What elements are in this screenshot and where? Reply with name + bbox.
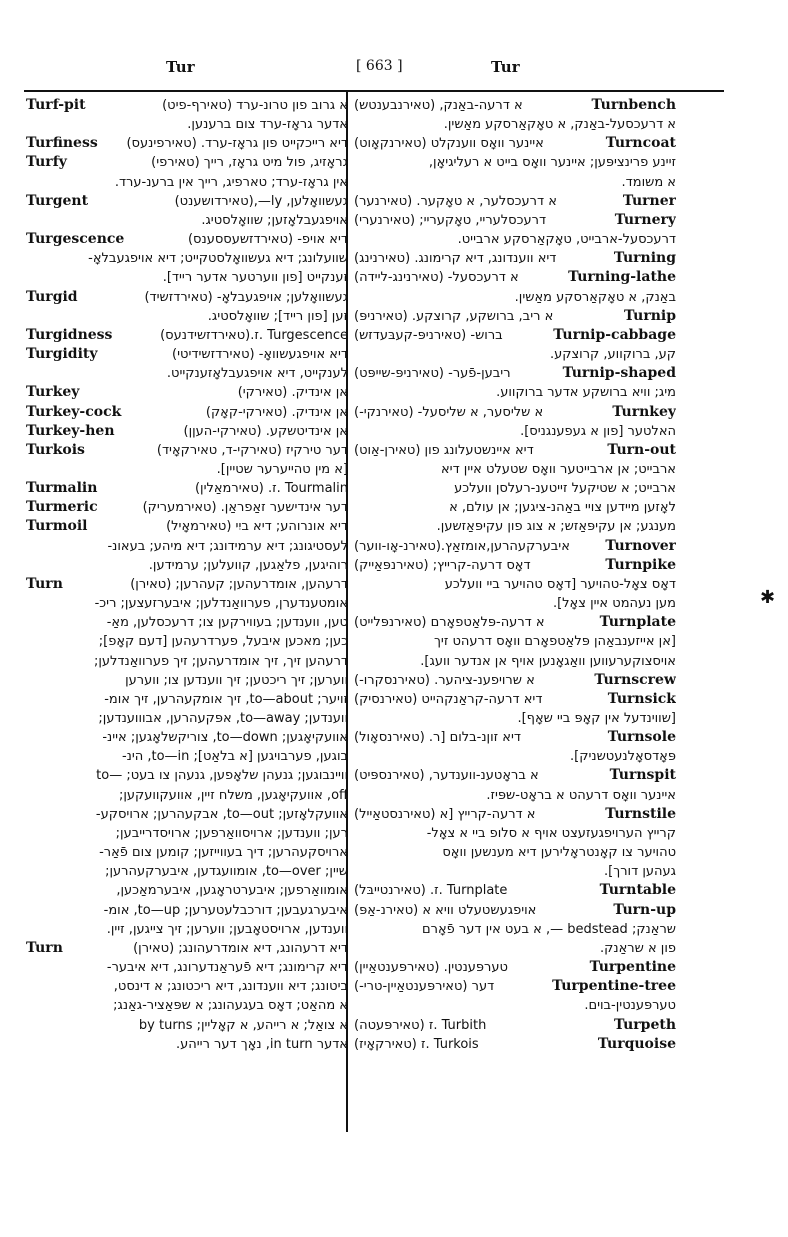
headword: Turncoat — [605, 135, 676, 152]
dictionary-entry — [354, 537, 676, 556]
definition-text: לעסטיגונג; דיא ערמידונג; דיא מיהע; בעאונ- — [107, 538, 348, 554]
dictionary-entry — [26, 153, 348, 191]
definition-text: א דרעכסעל-באַנק, א טאָקאַרסקע מאַשין. — [443, 117, 676, 133]
definition-text: א משומד. — [621, 174, 676, 190]
dictionary-entry — [354, 134, 676, 191]
headword: Turgescence — [26, 231, 125, 248]
dictionary-entry — [354, 556, 676, 613]
headword: Turn — [26, 939, 63, 956]
headword: Turning — [613, 250, 676, 267]
headword: Turgid — [26, 288, 78, 305]
definition-text: געשוואָלען, ly—,(טאירדושענט) — [174, 193, 348, 209]
headword: Turpentine — [589, 959, 676, 976]
entry-first-line — [354, 211, 676, 230]
definition-text: דאָס צאָל-טהויער [דאָס טהויער ביי וועלכע — [444, 576, 676, 592]
dictionary-entry — [26, 517, 348, 574]
definition-text: Turbith .ז (טאירפּעטה) — [354, 1017, 487, 1033]
dictionary-entry — [26, 230, 348, 287]
dictionary-entry — [354, 977, 676, 1015]
headword: Turnplate — [599, 614, 676, 631]
entry-first-line — [354, 1035, 676, 1054]
dictionary-entry — [354, 211, 676, 249]
definition-text: אויסצוקערעווען וואַגאָנען אויף אן אנדער וועג]. — [420, 653, 676, 669]
dictionary-entry — [354, 1016, 676, 1035]
definition-text: Turkois .ז (טאירקאָיז) — [354, 1036, 479, 1052]
definition-text: דיא ווענדונג, דיא קרימונג. (טאירנינג) — [354, 251, 557, 267]
dictionary-entry — [26, 422, 348, 441]
page-header — [36, 58, 736, 86]
definition-text: רען; ווענדען; ארויסוואַרפען; ארויסדרייבען; — [115, 825, 348, 841]
entry-first-line — [354, 556, 676, 575]
running-head-right: Tur — [491, 58, 520, 76]
headword: Turkey-cock — [26, 403, 122, 420]
definition-text: א דרעכסלער, א טאָקער. (טאירנער) — [354, 193, 557, 209]
definition-text: טען, ווענדען; בעווירקען צו; דרעכסלען, מאַ- — [106, 615, 348, 631]
definition-text: אויפגעבלאָזען; שוואָלסטיג. — [201, 212, 348, 228]
entry-first-line — [26, 345, 348, 364]
definition-text: קע, ברוקווע, קרוצקע. — [549, 347, 676, 363]
definition-text: אויפגעשטעלט וויא א (טאירנ-אַפּ) — [354, 902, 537, 918]
definition-text: ווערען; זיך ריכטען; זיך ווענדען צו; ווערען — [125, 672, 348, 688]
definition-text: דאָס דרעה-קרייץ; (טאירנפּאַייק) — [354, 557, 531, 573]
definition-text: ארבייט; א שטיקעל זייטענ-רעלסן וועלכע — [454, 481, 676, 497]
headword: Turnpike — [605, 556, 676, 573]
definition-text: שיין; to—over, אומוועגדען, איבערקעהרען; — [105, 864, 348, 880]
headword: Turfy — [26, 154, 67, 171]
dictionary-entry — [354, 958, 676, 977]
headword: Turquoise — [597, 1035, 676, 1052]
definition-text: אדער in turn, נאָך דער רייהע. — [176, 1036, 348, 1052]
entry-first-line — [26, 288, 348, 307]
definition-text: א מהאַט; דאָס בעגעהונג; א שפּאַציר-גאַנג; — [113, 998, 348, 1014]
definition-text: אוועקיאָגען; to—down, צוריקשלאָגען; איינ- — [102, 730, 348, 746]
dictionary-entry — [354, 805, 676, 882]
headword: Turnery — [614, 211, 676, 228]
dictionary-entry — [354, 728, 676, 766]
headword: Turnover — [605, 537, 676, 554]
header-rule — [24, 90, 724, 92]
definition-text: באַנק, א טאָקאַרסקע מאַשין. — [514, 289, 676, 305]
headword: Turnsick — [607, 690, 676, 707]
ink-blot-icon: ✱ — [760, 587, 776, 608]
entry-first-line — [354, 364, 676, 383]
definition-text: איינער וואָס דרעהט א בראָט-שפּיז. — [486, 787, 676, 803]
definition-text: דרעכסעל-ארבייט, טאָקאַרסקע ארבייט. — [457, 232, 676, 248]
headword: Turgent — [26, 192, 89, 209]
dictionary-entry — [26, 288, 348, 326]
headword: Turpeth — [613, 1016, 676, 1033]
definition-text: ווענדען, ארויסטאָבען; ווערען; זיך צייגען, זיין. — [106, 921, 348, 937]
dictionary-entry — [354, 671, 676, 690]
definition-text: זיינע פרינציפּען; איינער וואָס בייט א רעליגיאָן, — [428, 155, 676, 171]
headword: Turner — [622, 192, 676, 209]
headword: Turkey — [26, 384, 80, 401]
definition-text: ברוש- (טאירניפּ-קעבּעדזש) — [354, 327, 503, 343]
left-column — [26, 96, 348, 1054]
headword: Turgidness — [26, 326, 113, 343]
definition-text: off, אוועקיאָגען, משלח זיין, אוועקוועקען; — [118, 787, 348, 803]
definition-text: אין גראָז-ערד; טארפיג, רייך אין ברענ-ערד. — [114, 174, 348, 190]
definition-text: [שווינדעל אין קאָפּ ביי שאָף]. — [517, 711, 676, 726]
definition-text: שוועלונג; דיא געשוואָלסטקייט; דיא אויפגעבלאָ- — [88, 251, 348, 267]
definition-text: זענקייט [פון ווערטער אדער רייד]. — [162, 270, 348, 286]
definition-text: לאָזען מיידען צויי באַהנ-ציגען; אן עולם, א — [449, 500, 676, 516]
dictionary-entry — [354, 326, 676, 364]
dictionary-entry — [354, 364, 676, 402]
entry-first-line — [354, 403, 676, 422]
definition-text: געהען דורך]. — [604, 864, 676, 880]
dictionary-entry — [354, 441, 676, 537]
definition-text: א גרוב פון טרונ-ערד (טאירף-פיט) — [162, 98, 348, 113]
definition-text: Turgescence .ז.(טאירדזשידנעס) — [160, 327, 348, 343]
definition-text: [אן אייזענבאַהן פּלאַטפאָרם וואָס דרעהט זיך — [433, 634, 676, 650]
definition-text: לענקייט, דיא אויפגעבלאָזענקייט. — [166, 366, 348, 382]
dictionary-entry — [354, 307, 676, 326]
entry-first-line — [26, 326, 348, 345]
definition-text: אן אינדיק. (טאירקי) — [237, 385, 348, 401]
headword: Turnip-cabbage — [553, 326, 676, 343]
entry-first-line — [26, 153, 348, 172]
definition-text: פון א שראַנק. — [600, 940, 676, 956]
definition-text: זען [פון רייד]; שוואָלסטיג. — [207, 308, 348, 324]
headword: Turnip-shaped — [562, 365, 676, 382]
entry-first-line — [26, 422, 348, 441]
entry-first-line — [354, 326, 676, 345]
headword: Turning-lathe — [568, 269, 676, 286]
page-number: [ 663 ] — [356, 58, 403, 74]
dictionary-entry — [354, 1035, 676, 1054]
definition-text: דער (טאירפּענטאַיין-טרי-) — [354, 979, 495, 995]
entry-first-line — [26, 230, 348, 249]
headword: Turntable — [599, 882, 676, 899]
entry-first-line — [354, 307, 676, 326]
definition-text: דיא דרעהונג, דיא אומדרעהונג; (טאירן) — [133, 940, 348, 956]
definition-text: ארבייט; אן ארבייטער וואָס שטעלט איין דיא — [440, 461, 676, 477]
dictionary-entry — [26, 403, 348, 422]
entry-first-line — [354, 958, 676, 977]
definition-text: א צואַל; א רייהע, א קאָליין; by turns — [138, 1017, 348, 1033]
entry-first-line — [26, 479, 348, 498]
definition-text: וויינבוגען; גנעהן שלאָפען, גנעהן צו בעט; —to — [96, 768, 348, 784]
definition-text: טערפּענטין-בוים. — [584, 998, 676, 1014]
dictionary-entry — [26, 345, 348, 383]
entry-first-line — [354, 441, 676, 460]
dictionary-entry — [354, 192, 676, 211]
entry-first-line — [26, 441, 348, 460]
definition-text: געשוואָלען; אויפגעבלאָ- (טאירדזשיד) — [144, 289, 348, 305]
definition-text: א דרעה-קרייץ [א (טאירנסטאַייל) — [354, 806, 536, 822]
definition-text: איבערקעהרען,אומזאַץ.(טאירנ-אָו-ווער) — [354, 538, 570, 554]
entry-first-line — [354, 671, 676, 690]
headword: Turn-out — [607, 441, 676, 458]
definition-text: דיא רייכקייט פון גראָז-ערד. (טאירפינעס) — [126, 136, 348, 152]
entry-first-line — [354, 977, 676, 996]
dictionary-entry — [354, 268, 676, 306]
dictionary-entry — [354, 249, 676, 268]
dictionary-entry — [26, 96, 348, 134]
definition-text: דער אינדישער זאַפראַן. (טאירמעריק) — [142, 500, 348, 516]
headword: Turnspit — [609, 767, 676, 784]
headword: Turmeric — [26, 499, 98, 516]
definition-text: א דרעכסעל- (טאירנינג-ליידה) — [354, 270, 519, 286]
entry-first-line — [354, 96, 676, 115]
definition-text: איבערגעבען; דורכבלעטערען; to—up, אומ- — [103, 902, 348, 918]
definition-text: בוגען, פערבויגען [א בלאַט]; to—in, הינ- — [121, 749, 348, 765]
headword: Turf-pit — [26, 97, 86, 113]
definition-text: דער טירקיז (טאירקי-ד, טאירקאָיד) — [156, 442, 348, 458]
definition-text: דיא דרעה-קראַנקהייט (טאירנסיק) — [354, 691, 543, 707]
definition-text: א שליסער, א שליסעל- (טאירנקי-) — [354, 404, 544, 420]
dictionary-entry — [354, 690, 676, 728]
entry-first-line — [26, 192, 348, 211]
definition-text: א ריב, ברושקע, קרוצקע. (טאירניפּ) — [354, 308, 554, 324]
definition-text: דרעהען, אומדרעהען; קעהרען; (טאירן) — [130, 576, 348, 592]
definition-text: דיא זוןנ-בלום [ר. (טאירנסאָול) — [354, 730, 521, 746]
entry-first-line — [26, 96, 348, 115]
definition-text: דיא אויפגעשוואָ- (טאירדזשידיטי) — [172, 347, 348, 363]
headword: Turnbench — [591, 97, 676, 113]
dictionary-entry — [354, 881, 676, 900]
definition-text: א שרויפענ-ציהער. (טאירנסקרו-) — [354, 672, 535, 688]
entry-first-line — [354, 690, 676, 709]
entry-first-line — [26, 383, 348, 402]
definition-text: [א מין טהייערער שטיין]. — [216, 461, 348, 477]
dictionary-entry — [26, 326, 348, 345]
dictionary-entry — [26, 134, 348, 153]
definition-text: אן אינדיק. (טאירקי-קאָק) — [205, 404, 348, 420]
definition-text: Tourmalin .ז. (טאירמאַלין) — [194, 481, 348, 497]
entry-first-line — [354, 881, 676, 900]
headword: Turnstile — [605, 805, 676, 822]
headword: Turmalin — [26, 480, 98, 497]
entry-first-line — [354, 766, 676, 785]
dictionary-entry — [26, 441, 348, 479]
dictionary-entry — [26, 939, 348, 1054]
entry-first-line — [354, 901, 676, 920]
entry-first-line — [354, 249, 676, 268]
definition-text: אן אינדיטשקע. (טאירקי-העןן) — [183, 423, 348, 439]
definition-text: אוועקלאָזען; to—out, אבקעהרען; ארויסקע- — [95, 806, 348, 822]
entry-first-line — [354, 268, 676, 287]
headword: Turgidity — [26, 346, 98, 363]
entry-first-line — [354, 1016, 676, 1035]
definition-text: פּאָדסאָלנעטשניק]. — [570, 749, 676, 765]
definition-text: ביטונג; דיא ווענדונג, דיא ריכטונג; א דינסט, — [113, 979, 348, 995]
headword: Turkois — [26, 441, 85, 458]
running-head-left: Tur — [166, 58, 195, 76]
definition-text: מען נעהמט איין צאָל]. — [552, 596, 676, 612]
entry-first-line — [26, 939, 348, 958]
headword: Turnsole — [607, 729, 676, 746]
entry-first-line — [354, 728, 676, 747]
dictionary-entry — [354, 613, 676, 670]
entry-first-line — [354, 613, 676, 632]
definition-text: כען; מאכען איבעל, פערדרעהען [דעם קאָפ]; — [98, 634, 348, 650]
definition-text: גראָזיג, פול מיט גראָז, רייך (טאירפי) — [151, 155, 348, 171]
definition-text: טהויער צו קאָנטראָלירען דיא מענשען וואָס — [442, 845, 676, 861]
headword: Turnscrew — [594, 671, 676, 688]
dictionary-entry — [354, 96, 676, 134]
entry-first-line — [354, 192, 676, 211]
definition-text: דיא איינשטעלונג פון (טאירן-אַוט) — [354, 442, 534, 458]
dictionary-entry — [354, 766, 676, 804]
headword: Turmoil — [26, 518, 88, 535]
headword: Turkey-hen — [26, 422, 115, 439]
entry-first-line — [26, 134, 348, 153]
definition-text: אומטענדערן, פערוואַנדלען; איבערזעצען; ריכ- — [94, 596, 348, 612]
dictionary-entry — [26, 383, 348, 402]
definition-text: דיא קרימונג; דיא פֿעראַנדערונג, דיא איבער- — [106, 960, 348, 976]
definition-text: קרייץ הערויפגעזעצט אויף א סלופ ביי א צאָל- — [426, 825, 676, 841]
headword: Turpentine-tree — [552, 978, 676, 995]
entry-first-line — [26, 575, 348, 594]
definition-text: דרעכסלעריי, טאָקעריי; (טאירנערי) — [354, 212, 547, 228]
definition-text: רוהיגען, פלאַגען, קוועלען; ערמידען. — [148, 557, 348, 573]
definition-text: א בראָטענ-ווענדער, (טאירנספּיט) — [354, 768, 539, 784]
definition-text: איינער וואָס ווענקלט (טאירנקאָוט) — [354, 136, 544, 152]
definition-text: א דרעה-פּלאַטפאָרם (טאירנפּלייט) — [354, 615, 545, 631]
definition-text: טערפּענטין. (טאירפּענטאַיין) — [354, 960, 508, 976]
definition-text: מענגע; אן עקיפּאַזש; א צוג פון עקיפּאַזשען. — [436, 519, 676, 535]
definition-text: אדער גראָז-ערד צום ברענען. — [187, 117, 348, 133]
dictionary-entry — [26, 479, 348, 498]
dictionary-entry — [354, 403, 676, 441]
entry-first-line — [354, 134, 676, 153]
definition-text: דרעהען זיך, זיך אומדרעהען; זיך פערוואַנדלען; — [93, 653, 348, 669]
definition-text: ריבען-פֿער- (טאירניפּ-שייפּט) — [354, 366, 511, 382]
definition-text: ארויסקעהרען; דיך בעווייזען; קומען צום פֿאַר- — [99, 845, 348, 861]
dictionary-entry — [26, 498, 348, 517]
definition-text: דיא אונרוהע; דיא ביִי (טאירמאָיל) — [166, 519, 348, 535]
definition-text: Turnplate .ז. (טאירנטייבּל) — [354, 883, 508, 899]
definition-text: ווענדען; to—away, אפּקעהרען, אבוווענדען; — [98, 711, 348, 726]
definition-text: א דרעה-באַנק, (טאירנבענטש) — [354, 98, 523, 113]
entry-first-line — [26, 517, 348, 536]
dictionary-entry — [26, 575, 348, 939]
definition-text: שראַנק; bedstead —, א בעט אין דער פֿאָרם — [422, 921, 676, 937]
entry-first-line — [26, 403, 348, 422]
headword: Turfiness — [26, 135, 98, 152]
entry-first-line — [354, 805, 676, 824]
entry-first-line — [26, 498, 348, 517]
right-column — [354, 96, 676, 1054]
headword: Turnip — [624, 307, 676, 324]
headword: Turnkey — [612, 403, 676, 420]
headword: Turn-up — [613, 901, 676, 918]
definition-text: דיא אויפ- (טאירדזשעססענס) — [187, 232, 348, 248]
entry-first-line — [354, 537, 676, 556]
headword: Turn — [26, 575, 63, 592]
dictionary-entry — [26, 192, 348, 230]
dictionary-entry — [354, 901, 676, 958]
definition-text: מיג; וויא ברושקע אדער ברוקווע. — [496, 385, 676, 401]
definition-text: זויער; to—about, זיך אומקעהרען, זיך אומ- — [104, 691, 348, 707]
definition-text: אומוואַרפען; איבערטראָגען, איבערמאַכען, — [116, 883, 348, 899]
definition-text: האלטער [פון א געפענגניס]. — [520, 423, 676, 439]
